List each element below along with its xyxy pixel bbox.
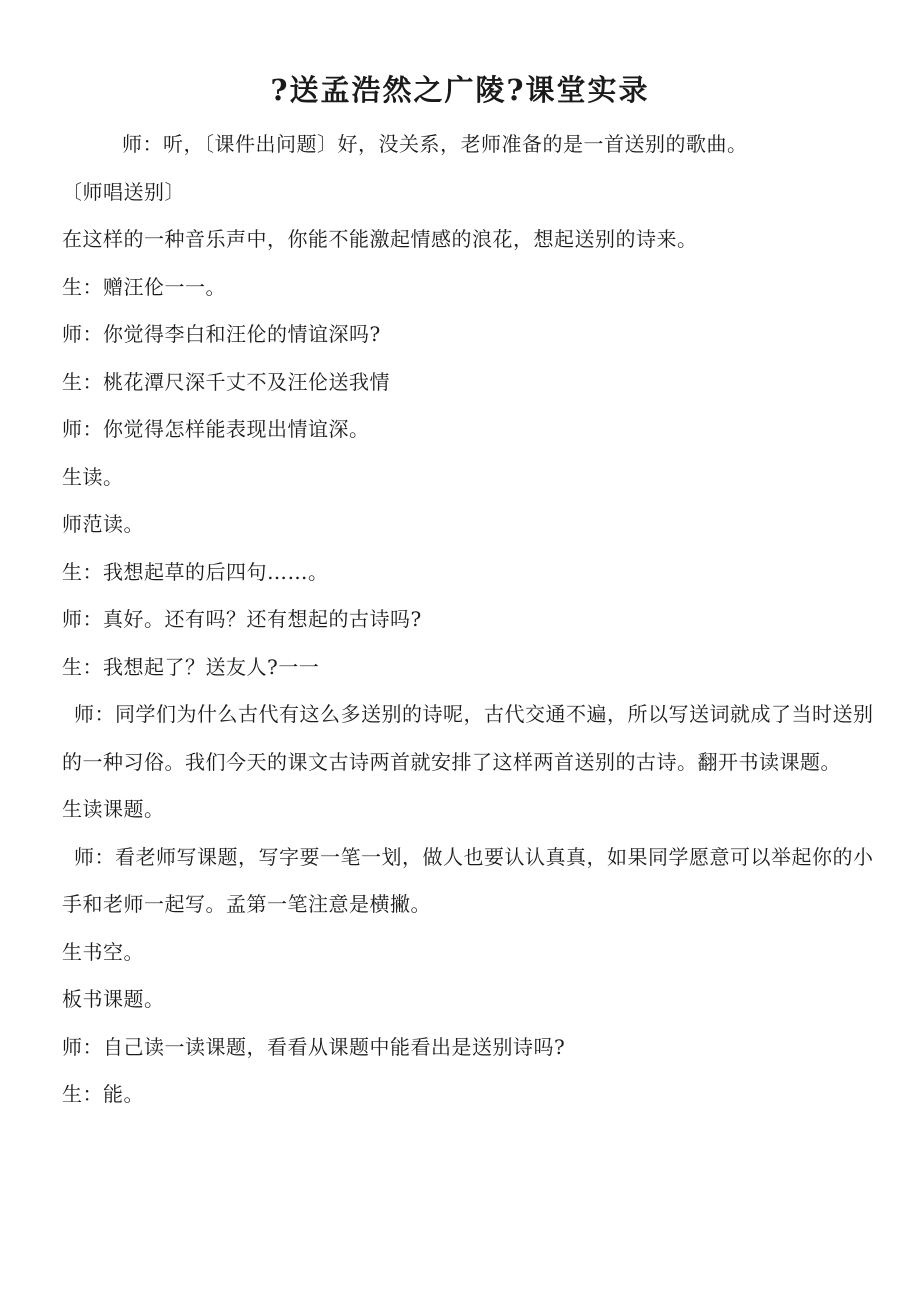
paragraph: 师：你觉得李白和汪伦的情谊深吗? bbox=[62, 322, 381, 346]
document-title: ?送孟浩然之广陵?课堂实录 bbox=[270, 73, 650, 107]
document-body bbox=[62, 121, 882, 1119]
paragraph: 生读课题。 bbox=[62, 797, 165, 821]
paragraph: 板书课题。 bbox=[62, 987, 165, 1011]
paragraph: 师：同学们为什么古代有这么多送别的诗呢，古代交通不遍，所以写送词就成了当时送别的一种习俗。我们今天的课文古诗两首就安排了这样两首送别的古诗。翻开书读课题。 bbox=[62, 702, 874, 774]
paragraph: 师范读。 bbox=[62, 512, 144, 536]
paragraph: 生：能。 bbox=[62, 1082, 144, 1106]
paragraph: 师：自己读一读课题，看看从课题中能看出是送别诗吗? bbox=[62, 1034, 566, 1059]
paragraph: 生书空。 bbox=[62, 939, 144, 964]
paragraph: 师：看老师写课题，写字要一笔一划，做人也要认认真真，如果同学愿意可以举起你的小手和老师一起写。孟第一笔注意是横撇。 bbox=[62, 844, 874, 916]
paragraph: 〔师唱送别〕 bbox=[62, 179, 185, 204]
paragraph: 师：听，〔课件出问题〕好，没关系，老师准备的是一首送别的歌曲。 bbox=[122, 132, 748, 156]
paragraph: 生：桃花潭尺深千丈不及汪伦送我情 bbox=[62, 369, 390, 394]
paragraph: 师：你觉得怎样能表现出情谊深。 bbox=[62, 417, 370, 441]
paragraph: 师：真好。还有吗？还有想起的古诗吗? bbox=[62, 607, 422, 631]
paragraph: 生读。 bbox=[62, 464, 124, 489]
paragraph: 生：赠汪伦一一。 bbox=[62, 274, 226, 299]
paragraph: 在这样的一种音乐声中，你能不能激起情感的浪花，想起送别的诗来。 bbox=[62, 227, 698, 251]
paragraph: 生：我想起草的后四句……。 bbox=[62, 559, 329, 584]
paragraph: 生：我想起了？送友人?一一 bbox=[62, 654, 320, 679]
